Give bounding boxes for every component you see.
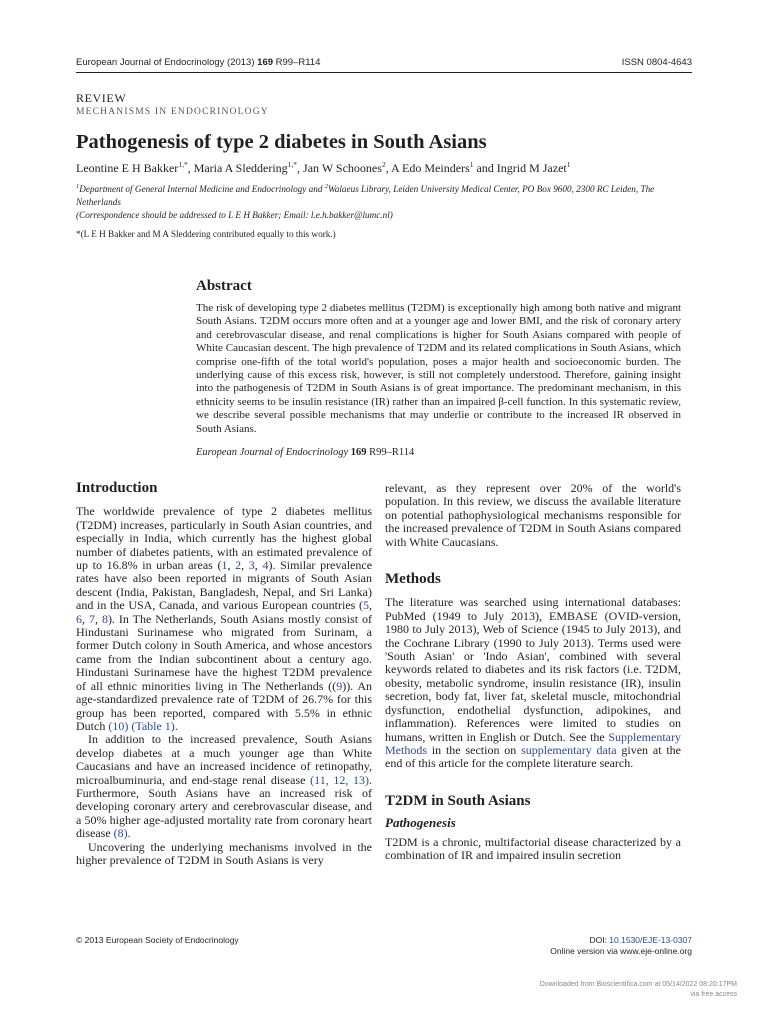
ref-link-6[interactable]: 6 xyxy=(76,611,82,626)
ref-link-3[interactable]: 3 xyxy=(248,558,255,573)
running-header-issn: ISSN 0804-4643 xyxy=(621,57,692,68)
abstract-text: The risk of developing type 2 diabetes mellitus (T2DM) is exceptionally high among both native and migrant South Asians. T2DM occurs more often and at a younger age and lower BMI, and the risk of coronary artery and cerebrovascular disease, and renal complications is higher for South Asians compared with people of White Caucasian descent. The high prevalence of T2DM and its related complications in South Asians, which comprise one-fifth of the total world's population, poses a major health and socioeconomic burden. The underlying cause of this excess risk, however, is still not completely understood. Therefore, gaining insight into the pathogenesis of T2DM in South Asians is of great importance. The predominant mechanism, in this ethnicity seems to be insulin resistance (IR) rather than an impaired β-cell function. In this systematic review, we describe several possible mechanisms that may underlie or contribute to the increased IR observed in South Asians. xyxy=(196,302,681,435)
doi-link[interactable]: 10.1530/EJE-13-0307 xyxy=(609,935,692,945)
pathogenesis-subheading: Pathogenesis xyxy=(385,815,456,831)
author-list: Leontine E H Bakker$^{1,*}$, Maria A Sleddering$^{1,*}$, Jan W Schoones$^2$, A Edo Meinders$^1$ and Ingrid M Jazet$^1$ xyxy=(76,160,571,175)
article-type: REVIEW xyxy=(76,91,127,105)
correspondence: (Correspondence should be addressed to L E H Bakker; Email: l.e.h.bakker@lumc.nl) xyxy=(76,210,393,220)
ref-link-9[interactable]: 9 xyxy=(336,678,343,693)
header-volume: 169 xyxy=(257,57,274,68)
table-1-link[interactable]: (Table 1) xyxy=(131,718,175,733)
online-version: Online version via www.eje-online.org xyxy=(550,946,692,956)
header-rule xyxy=(76,72,692,73)
methods-paragraph: The literature was searched using international databases: PubMed (1949 to July 2013), EMBASE (OVID-version, 1980 to July 2013), Web of Science (1945 to July 2013), and the Cochrane Library (1990 to July 2013). Terms used were 'South Asian' or 'Indo Asian', combined with several keywords related to diabetes and its risk factors (i.e. T2DM, obesity, metabolic syndrome, insulin resistance (IR), insulin secretion, body fat, liver fat, skeletal muscle, mitochondrial dysfunction, endothelial dysfunction, adipokines, and inflammation). References were limited to studies on humans, written in English or Dutch. See the Supplementary Methods in the section on supplementary data given at the end of this article for the complete literature search. xyxy=(385,595,682,771)
ref-link-11-13[interactable]: (11, 12, 13) xyxy=(310,772,369,787)
intro-paragraph-3-continued: relevant, as they represent over 20% of the world's population. In this review, we discuss the available literature on potential pathophysiological mechanisms responsible for the increased prevalence of T2DM in South Asians compared with White Caucasians. xyxy=(385,481,681,549)
ref-link-5[interactable]: 5 xyxy=(363,598,369,613)
author-name: Leontine E H Bakker$^{1,*}$ xyxy=(76,160,188,175)
ref-link-10[interactable]: (10) xyxy=(108,718,129,733)
methods-heading: Methods xyxy=(385,571,441,588)
author-name: A Edo Meinders$^1$ xyxy=(391,160,474,175)
intro-paragraph-2: In addition to the increased prevalence, South Asians develop diabetes at a much younger age than White Caucasians and have an increased incidence of retinopathy, microalbuminuria, and end-stage renal disease (11, 12, 13). Furthermore, South Asians have an increased risk of developing coronary artery and cerebrovascular disease, and a 50% higher age-adjusted mortality rate from coronary heart disease (8). xyxy=(76,732,372,841)
abstract-citation: European Journal of Endocrinology 169 R99–R114 xyxy=(196,447,415,458)
abstract-heading: Abstract xyxy=(196,278,252,294)
column-right xyxy=(385,482,681,862)
ref-link-8[interactable]: (8) xyxy=(113,826,128,841)
t2dm-heading: T2DM in South Asians xyxy=(385,792,531,809)
ref-link-7[interactable]: 7 xyxy=(88,611,95,626)
author-name: Maria A Sleddering$^{1,*}$ xyxy=(193,160,298,175)
affiliations: $^1$Department of General Internal Medicine and Endocrinology and $^2$Walaeus Library, Leiden University Medical Center, PO Box 9600, 2300 RC Leiden, The Netherlands xyxy=(76,183,655,208)
ref-link-4[interactable]: 4 xyxy=(262,558,269,573)
running-header-journal: European Journal of Endocrinology (2013) 169 R99–R114 xyxy=(76,57,321,68)
intro-paragraph-1: The worldwide prevalence of type 2 diabetes mellitus (T2DM) increases, particularly in South Asian countries, and especially in India, which currently has the highest global number of diabetes patients, with an estimated prevalence of up to 16.8% in urban areas (1, 2, 3, 4). Similar prevalence rates have also been reported in migrants of South Asian descent (India, Pakistan, Bangladesh, Nepal, and Sri Lanka) and in the USA, Canada, and various European countries (5, 6, 7, 8). In The Netherlands, South Asians mostly consist of Hindustani Surinamese who migrated from Surinam, a former Dutch colony in South America, and whose ancestors came from the Indian subcontinent about a century ago. Hindustani Surinamese have the highest T2DM prevalence of all ethnic minorities living in The Netherlands ((9)). An age-standardized prevalence rate of T2DM of 26.7% for this group has been reported, compared with 5.5% in ethnic Dutch (10) (Table 1). xyxy=(76,504,373,733)
copyright: © 2013 European Society of Endocrinology xyxy=(76,935,239,945)
t2dm-paragraph: T2DM is a chronic, multifactorial disease characterized by a combination of IR and impaired insulin secretion xyxy=(385,834,681,862)
author-name: Jan W Schoones$^2$ xyxy=(303,160,386,175)
article-section: MECHANISMS IN ENDOCRINOLOGY xyxy=(76,107,269,117)
author-name: Ingrid M Jazet$^1$ xyxy=(496,160,571,175)
introduction-heading: Introduction xyxy=(76,480,158,496)
download-stamp: Downloaded from Bioscientifica.com at 05/14/2022 08:20:17PM via free access xyxy=(539,981,737,998)
ref-link-1[interactable]: 1 xyxy=(221,558,228,573)
page-title: Pathogenesis of type 2 diabetes in South Asians xyxy=(76,131,487,153)
supplementary-data-link[interactable]: supplementary data xyxy=(521,742,617,757)
ref-link-2[interactable]: 2 xyxy=(235,558,242,573)
column-left xyxy=(76,482,372,867)
doi-block: DOI: 10.1530/EJE-13-0307 Online version via www.eje-online.org xyxy=(550,935,692,956)
intro-paragraph-3: Uncovering the underlying mechanisms involved in the higher prevalence of T2DM in South Asians is very xyxy=(76,839,372,867)
supplementary-methods-link[interactable]: Supplementary Methods xyxy=(385,729,681,757)
ref-link-8[interactable]: 8 xyxy=(101,611,108,626)
equal-contribution-note: *(L E H Bakker and M A Sleddering contributed equally to this work.) xyxy=(76,229,336,239)
